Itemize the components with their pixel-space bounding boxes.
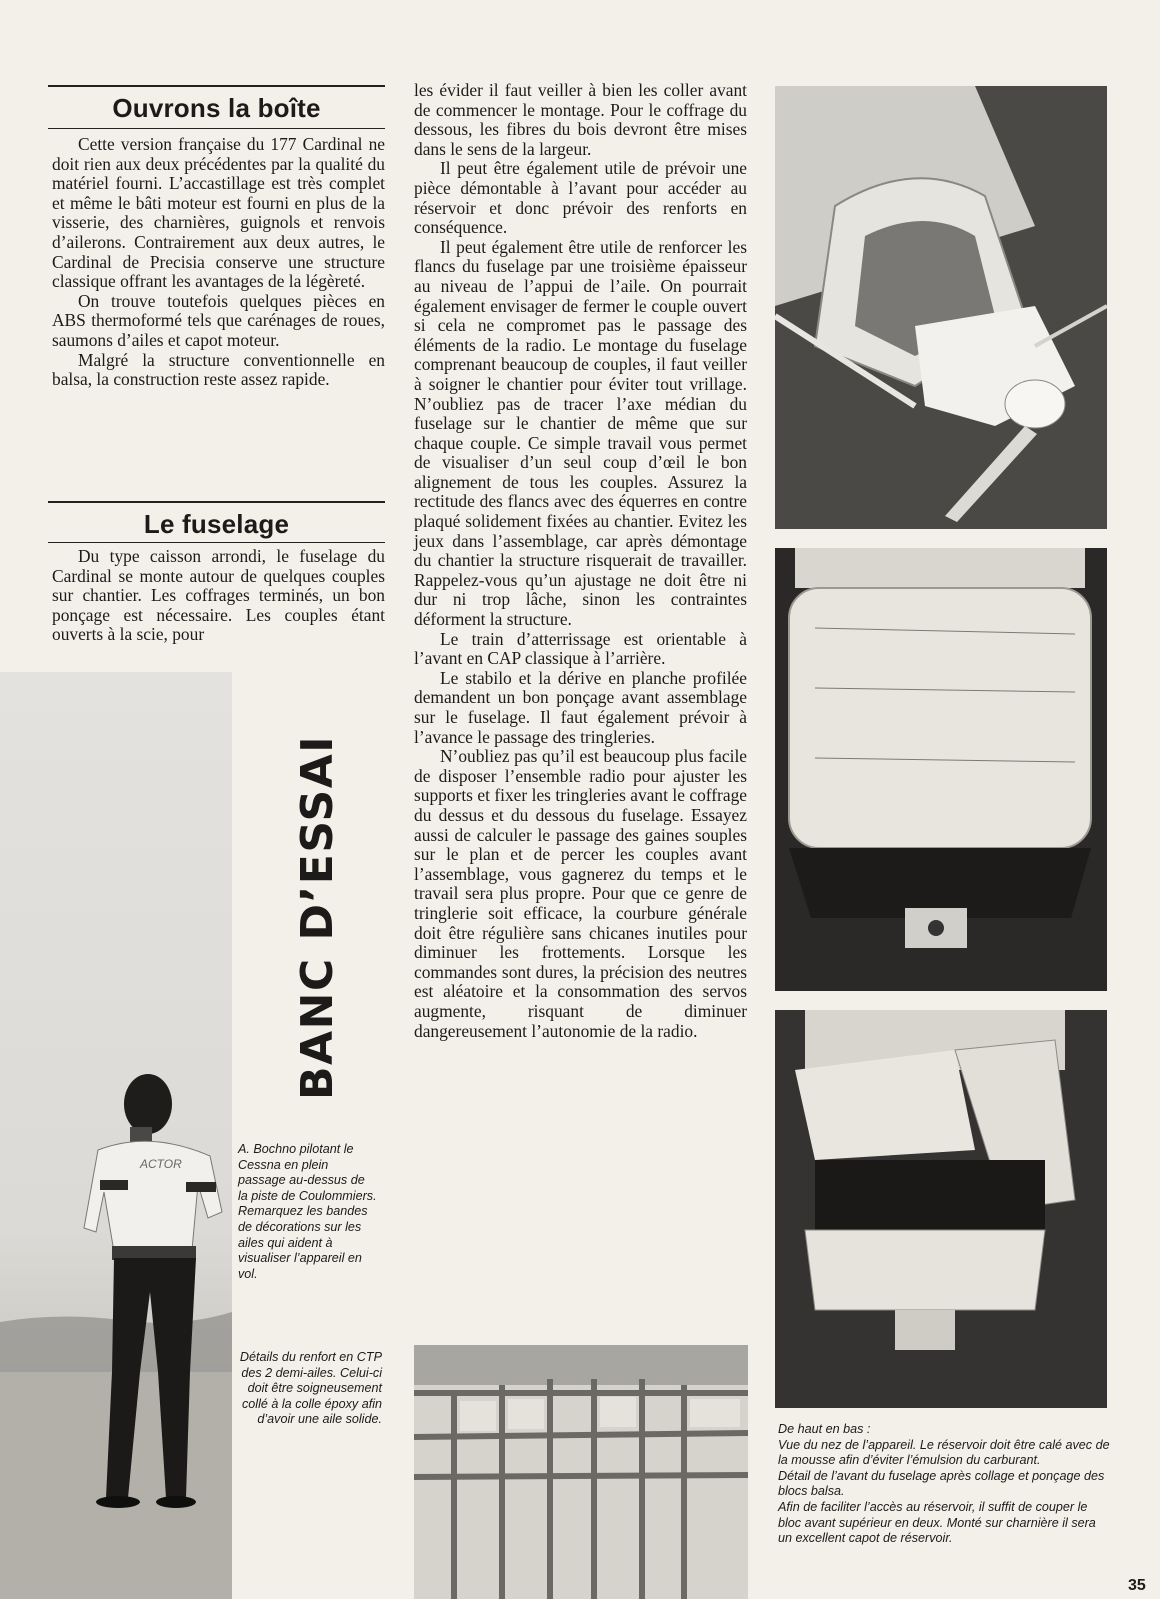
pilot-photo-icon xyxy=(0,672,232,1599)
aircraft-nose-photo xyxy=(775,86,1107,529)
heading-underline xyxy=(48,128,385,129)
heading-underline xyxy=(48,542,385,543)
caption-ctp xyxy=(236,1350,382,1428)
heading-le-fuselage: Le fuselage xyxy=(143,509,290,539)
wing-structure-photo xyxy=(414,1345,748,1599)
heading-ouvrons-la-boite: Ouvrons la boîte xyxy=(112,93,321,123)
paragraph: Le train d’atterrissage est orientable à l’avant en CAP classique à l’arrière. xyxy=(414,628,747,669)
page-number: 35 xyxy=(1128,1577,1146,1594)
top-rule xyxy=(48,85,385,87)
tank-hatch-photo-icon xyxy=(775,1010,1107,1408)
paragraph: Il peut être également utile de prévoir une pièce démontable à l’avant pour accéder au réservoir et donc prévoir des renforts en conséquence. xyxy=(414,158,747,238)
shirt-text: ACTOR xyxy=(140,1157,182,1171)
caption-line: Afin de faciliter l’accès au réservoir, il suffit de couper le bloc avant supérieur en deux. Monté sur charnière il sera un excellent capot de réservoir. xyxy=(778,1499,1096,1546)
tank-hatch-photo xyxy=(775,1010,1107,1408)
pilot-photo xyxy=(0,672,232,1599)
paragraph: Cette version française du 177 Cardinal ne doit rien aux deux précédentes par la qualité du matériel fourni. L’accastillage est très complet et même le bâti moteur est fourni en plus de la visserie, des charnières, guignols et renvois d’ailerons. Contrairement aux deux autres, le Cardinal de Precisia conserve une structure classique offrant les avantages de la légèreté. xyxy=(52,134,385,292)
paragraph: les évider il faut veiller à bien les coller avant de commencer le montage. Pour le coffrage du dessous, les fibres du bois devront être mises dans le sens de la largeur. xyxy=(414,80,747,159)
banner-banc-dessai: BANC D’ESSAI xyxy=(292,734,343,1100)
caption-line: Détail de l’avant du fuselage après collage et ponçage des blocs balsa. xyxy=(778,1468,1105,1499)
wing-structure-photo-icon xyxy=(414,1345,748,1599)
paragraph: Malgré la structure conventionnelle en balsa, la construction reste assez rapide. xyxy=(52,349,385,390)
ouvrons-text xyxy=(52,135,385,390)
section-rule xyxy=(48,501,385,503)
paragraph: Le stabilo et la dérive en planche profilée demandent un bon ponçage avant assemblage sur le fuselage. Il faut également prévoir à l’avance le passage des tringleries. xyxy=(414,667,747,747)
paragraph: On trouve toutefois quelques pièces en ABS thermoformé tels que carénages de roues, saumons d’ailes et capot moteur. xyxy=(52,290,385,350)
caption-line: Vue du nez de l’appareil. Le réservoir doit être calé avec de la mousse afin d’éviter l’émulsion du carburant. xyxy=(778,1437,1110,1468)
caption-text: Détails du renfort en CTP des 2 demi-ailes. Celui-ci doit être soigneusement collé à la colle époxy afin d’avoir une aile solide. xyxy=(239,1350,382,1427)
paragraph: Il peut également être utile de renforcer les flancs du fuselage par une troisième épaisseur au niveau de l’appui de l’aile. On pourrait également envisager de fermer le couple ouvert si cela ne compromet pas le passage des éléments de la radio. Le montage du fuselage comprenant beaucoup de couples, il faut veiller à soigner le chantier pour éviter tout vrillage. N’oubliez pas de tracer l’axe médian du fuselage sur le chantier de même que sur chaque couple. Ce simple travail vous permet de visualiser d’un seul coup d’œil le bon alignement de tous les couples. Assurez la rectitude des flancs avec des équerres en contre plaqué solidement fixées au chantier. Evitez les jeux dans l’assemblage, car après démontage du chantier la structure risquerait de travailler. Rappelez-vous qu’un ajustage ne doit être ni dur ni trop lâche, sinon les contraintes déforment la structure. xyxy=(414,236,747,630)
caption-pilot xyxy=(238,1142,378,1282)
caption-text: A. Bochno pilotant le Cessna en plein passage au-dessus de la piste de Coulommiers. Remarquez les bandes de décorations sur les ailes qui aident à visualiser l’appareil en vol. xyxy=(238,1142,377,1281)
fuselage-front-photo-icon xyxy=(775,548,1107,991)
aircraft-nose-photo-icon xyxy=(775,86,1107,529)
paragraph: Du type caisson arrondi, le fuselage du Cardinal se monte autour de quelques couples sur chantier. Les coffrages terminés, un bon ponçage est nécessaire. Les couples étant ouverts à la scie, pour xyxy=(52,546,385,645)
paragraph: N’oubliez pas qu’il est beaucoup plus facile de disposer l’ensemble radio pour ajuster les supports et fixer les tringleries avant le coffrage du dessus et du dessous du fuselage. Essayez aussi de calculer le passage des gaines souples sur le plan et de percer les couples avant l’assemblage, vous gagnerez du temps et le travail sera plus propre. Pour que ce genre de tringlerie soit efficace, la courbure générale doit être régulière sans chicanes inutiles pour diminuer les frottements. Lorsque les commandes sont dures, la précision des neutres est aléatoire et la consommation des servos augmente, risquant de diminuer dangereusement l’autonomie de la radio. xyxy=(414,746,747,1041)
fuselage-text xyxy=(52,547,385,645)
middle-column-text xyxy=(414,81,747,1041)
caption-intro: De haut en bas : xyxy=(778,1422,871,1436)
caption-right xyxy=(778,1422,1112,1547)
fuselage-front-photo xyxy=(775,548,1107,991)
